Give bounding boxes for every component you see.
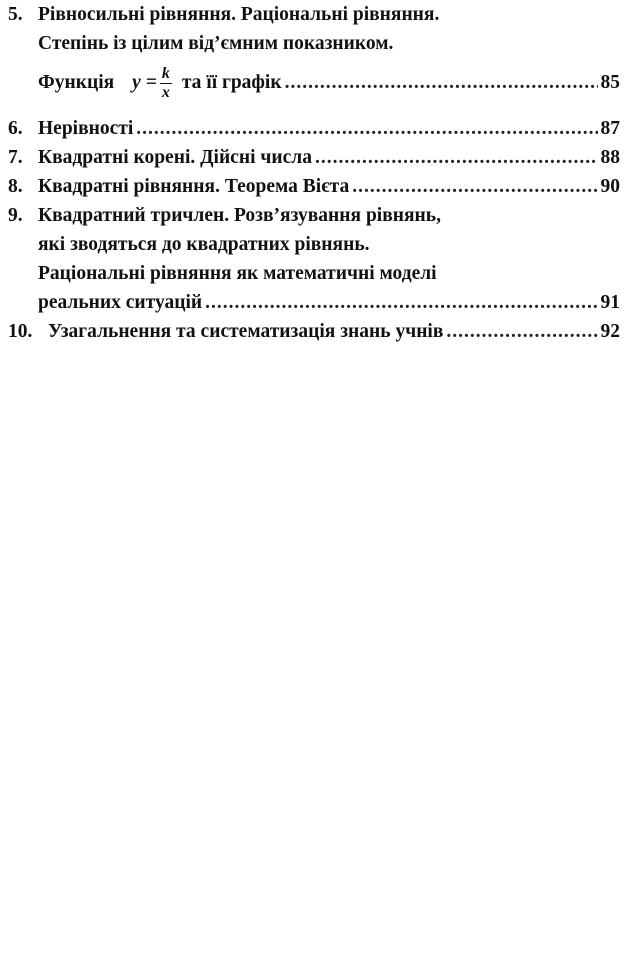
dot-leader [205,288,597,317]
page-number: 90 [600,176,620,197]
formula-fraction [160,65,172,102]
toc-entry-8-line [8,172,620,201]
toc-entry-number: 9. [8,205,23,226]
toc-entry-6 [8,114,620,143]
toc-entry-title: Нерівності [38,118,134,139]
toc-entry-9-line-1 [8,201,620,230]
toc-entry-number: 8. [8,176,23,197]
formula [132,58,172,108]
toc-entry-10 [8,317,620,346]
toc-entry-title: Узагальнення та систематизація знань учнів [48,321,444,342]
toc-entry-title: реальних ситуацій [38,292,203,313]
toc-entry-8 [8,172,620,201]
toc-entry-9 [8,201,620,317]
dot-leader [352,172,597,201]
toc-entry-7 [8,143,620,172]
page-number: 87 [600,118,620,139]
page-number: 91 [600,292,620,313]
toc-entry-title: які зводяться до квадратних рівнянь. [38,234,370,255]
toc-entry-number: 7. [8,147,23,168]
toc-entry-title: Квадратні корені. Дійсні числа [38,147,312,168]
toc-entry-number: 10. [8,321,33,342]
toc-entry-7-line [8,143,620,172]
toc-entry-9-line-4 [8,288,620,317]
toc-entry-6-line [8,114,620,143]
toc-entry-title: Раціональні рівняння як математичні моделі [38,263,437,284]
toc-entry-10-line [8,317,620,346]
function-label: Функція [38,72,115,93]
fraction-numerator: k [161,64,170,82]
formula-lhs: y = [132,72,157,93]
toc-entry-5-line-1 [8,0,620,29]
dot-leader [285,58,598,108]
dot-leader [446,317,597,346]
page-number: 92 [600,321,620,342]
toc-entry-title: та її графік [181,72,282,93]
toc-entry-5 [8,0,620,108]
table-of-contents [8,0,620,346]
page-number: 85 [600,72,620,93]
toc-entry-title: Рівносильні рівняння. Раціональні рівняння. [38,4,440,25]
dot-leader [315,143,598,172]
fraction-denominator: x [161,83,170,101]
toc-entry-number: 6. [8,118,23,139]
toc-entry-9-line-3 [8,259,620,288]
toc-entry-5-formula-line [8,58,620,108]
page-number: 88 [600,147,620,168]
dot-leader [136,114,597,143]
toc-entry-title: Квадратний тричлен. Розв’язування рівнянь, [38,205,441,226]
toc-entry-5-line-2 [8,29,620,58]
toc-entry-title: Степінь із цілим від’ємним показником. [38,33,394,54]
toc-entry-9-line-2 [8,230,620,259]
toc-entry-number: 5. [8,4,23,25]
toc-entry-title: Квадратні рівняння. Теорема Вієта [38,176,350,197]
